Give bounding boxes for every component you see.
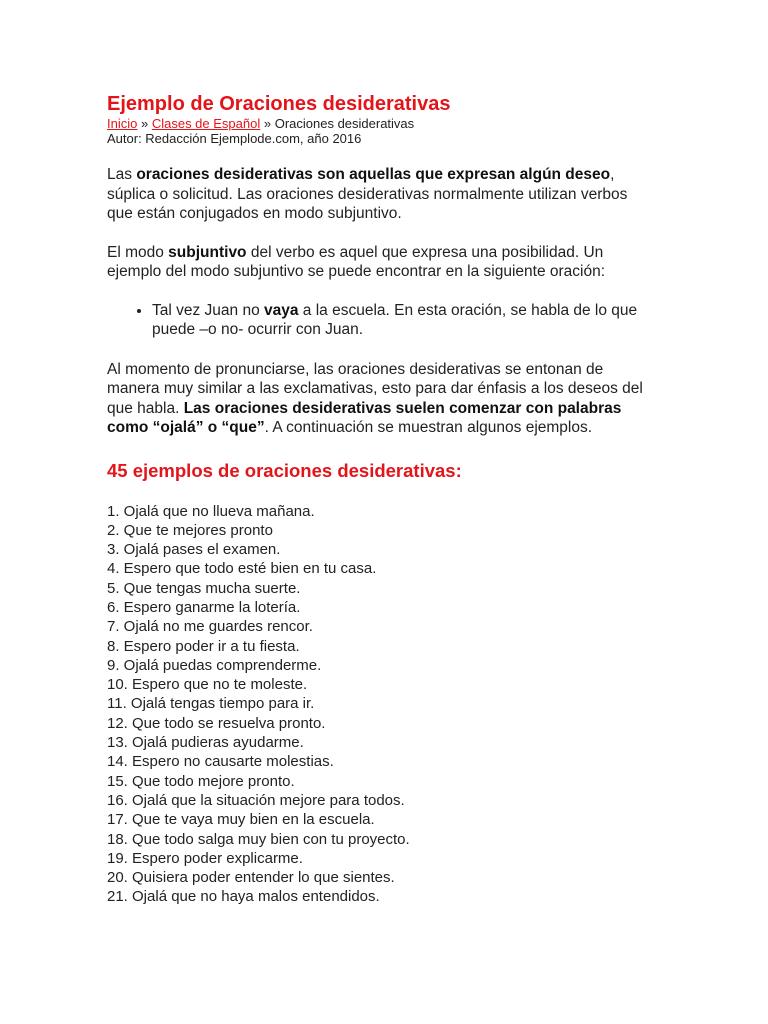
list-item: 9. Ojalá puedas comprenderme. (107, 656, 322, 674)
subjunctive-paragraph (107, 243, 648, 282)
list-item: 6. Espero ganarme la lotería. (107, 598, 301, 616)
list-item: 4. Espero que todo esté bien en tu casa. (107, 560, 377, 578)
list-item: 16. Ojalá que la situación mejore para todos. (107, 791, 405, 809)
list-item: 20. Quisiera poder entender lo que sientes. (107, 869, 395, 887)
bold-run: Las oraciones desiderativas suelen comenzar con palabras como “ojalá” o “que” (107, 399, 622, 436)
list-item: 15. Que todo mejore pronto. (107, 772, 295, 790)
text-run: a la escuela. En esta oración, se habla de lo que puede –o no- ocurrir con Juan. (152, 301, 638, 338)
list-item: 3. Ojalá pases el examen. (107, 541, 281, 559)
list-item: 11. Ojalá tengas tiempo para ir. (107, 695, 315, 713)
list-item: 5. Que tengas mucha suerte. (107, 579, 301, 597)
list-item: 17. Que te vaya muy bien en la escuela. (107, 811, 375, 829)
bullet-item (152, 301, 648, 340)
list-item: 1. Ojalá que no llueva mañana. (107, 502, 315, 520)
page-title: Ejemplo de Oraciones desiderativas (107, 93, 451, 115)
intro-paragraph (107, 165, 648, 224)
list-item: 8. Espero poder ir a tu fiesta. (107, 637, 300, 655)
list-item: 14. Espero no causarte molestias. (107, 753, 334, 771)
bold-run: oraciones desiderativas son aquellas que expresan algún deseo (136, 166, 611, 183)
breadcrumb-link-home[interactable]: Inicio (107, 116, 138, 131)
text-run: Al momento de pronunciarse, las oraciones desiderativas se entonan de manera muy similar a las exclamativas, esto para dar énfasis a los deseos del que habla. (107, 360, 643, 417)
text-run: , súplica o solicitud. Las oraciones desiderativas normalmente utilizan verbos que están conjugados en modo subjuntivo. (107, 166, 628, 222)
example-bullet-list (107, 301, 648, 340)
text-run: . A continuación se muestran algunos ejemplos. (264, 419, 593, 436)
breadcrumb-link-category[interactable]: Clases de Español (151, 116, 261, 131)
list-item: 18. Que todo salga muy bien con tu proyecto. (107, 830, 410, 848)
examples-heading: 45 ejemplos de oraciones desiderativas: (107, 459, 462, 481)
list-item: 19. Espero poder explicarme. (107, 849, 303, 867)
pronunciation-paragraph (107, 360, 648, 438)
breadcrumb (107, 116, 648, 131)
bold-run: vaya (264, 301, 299, 319)
bold-run: subjuntivo (168, 243, 247, 261)
list-item: 12. Que todo se resuelva pronto. (107, 714, 326, 732)
list-item: 13. Ojalá pudieras ayudarme. (107, 734, 304, 752)
author-line: Autor: Redacción Ejemplode.com, año 2016 (107, 131, 362, 146)
text-run: Tal vez Juan no (152, 301, 265, 319)
breadcrumb-separator: » (260, 116, 275, 131)
text-run: El modo (107, 243, 169, 261)
list-item: 7. Ojalá no me guardes rencor. (107, 618, 313, 636)
list-item: 2. Que te mejores pronto (107, 521, 273, 539)
breadcrumb-current: Oraciones desiderativas (274, 116, 415, 131)
text-run: del verbo es aquel que expresa una posibilidad. Un ejemplo del modo subjuntivo se puede encontrar en la siguiente oración: (107, 243, 606, 280)
text-run: Las (107, 166, 137, 183)
breadcrumb-separator: » (137, 116, 152, 131)
list-item: 10. Espero que no te moleste. (107, 676, 308, 694)
examples-list (107, 502, 648, 907)
list-item: 21. Ojalá que no haya malos entendidos. (107, 888, 380, 906)
